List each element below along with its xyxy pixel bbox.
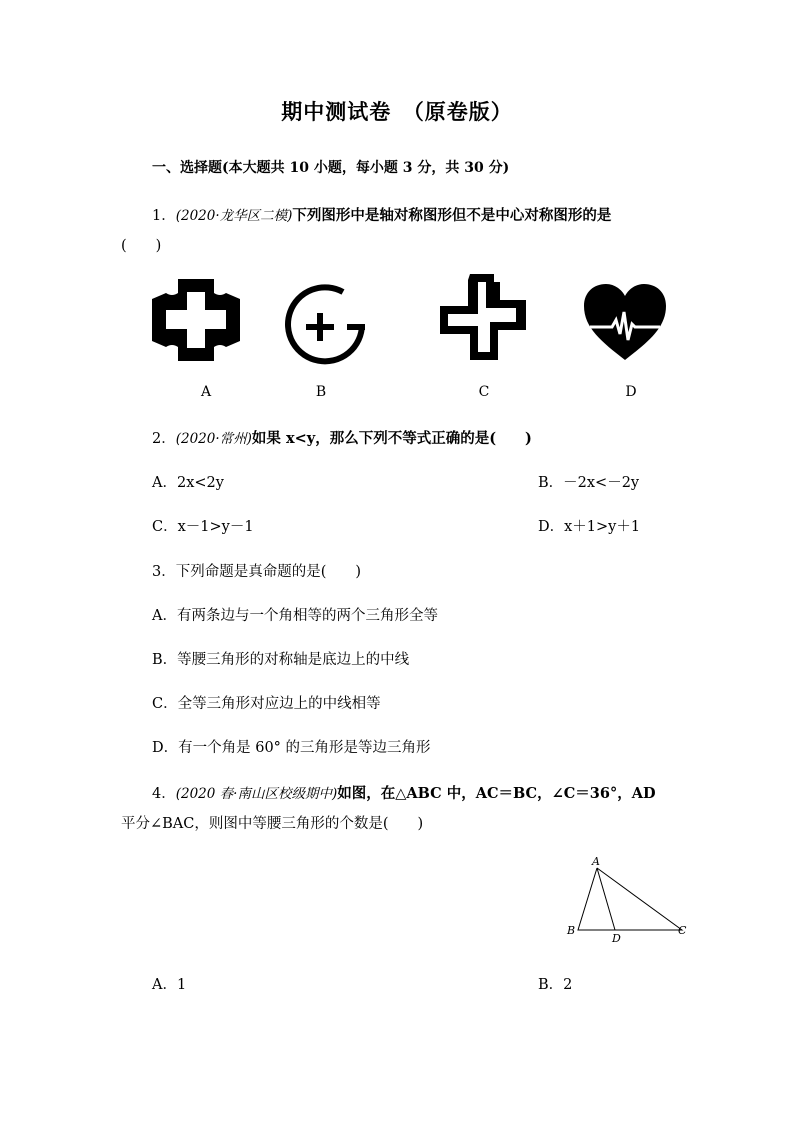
question-number: 2． (152, 431, 176, 447)
option-b: B．－2x<－2y (538, 475, 640, 491)
triangle-outline (578, 868, 682, 930)
option-b: B．等腰三角形的对称轴是底边上的中线 (152, 652, 410, 668)
bisector-ad (597, 868, 615, 930)
question-source: (2020·龙华区二模) (175, 208, 293, 224)
question-text: 下列图形中是轴对称图形但不是中心对称图形的是 (292, 207, 612, 224)
vertex-label-a: A (592, 855, 600, 868)
question-number: 4． (152, 786, 176, 802)
option-a: A．有两条边与一个角相等的两个三角形全等 (152, 608, 438, 624)
question-number: 1． (152, 208, 176, 224)
figure-label-b: B (315, 384, 327, 400)
vertex-label-c: C (678, 924, 687, 937)
option-a: A．1 (152, 977, 187, 993)
answer-paren: ( ) (121, 238, 162, 254)
triangle-figure (560, 852, 700, 948)
question-2 (152, 427, 532, 448)
stepped-cross-icon (438, 272, 528, 362)
question-3: 3．下列命题是真命题的是( ) (152, 564, 362, 580)
option-b: B．2 (538, 977, 573, 993)
figure-label-c: C (478, 384, 490, 400)
question-text: 如图，在△ABC 中，AC＝BC，∠C＝36°，AD (337, 785, 656, 802)
question-4-line-2: 平分∠BAC，则图中等腰三角形的个数是( ) (121, 816, 424, 832)
red-cross-plus-icon (150, 277, 242, 363)
heart-pulse-icon (582, 282, 668, 362)
option-c: C．全等三角形对应边上的中线相等 (152, 696, 381, 712)
question-text: 如果 x<y，那么下列不等式正确的是( ) (251, 430, 532, 447)
vertex-label-d: D (612, 932, 621, 945)
option-d: D．有一个角是 60° 的三角形是等边三角形 (152, 740, 431, 756)
option-c: C．x－1>y－1 (152, 519, 254, 535)
vertex-label-b: B (567, 924, 576, 937)
question-1 (152, 204, 611, 225)
option-a: A．2x<2y (152, 475, 224, 491)
figure-label-a: A (200, 384, 212, 400)
page-title: 期中测试卷 （原卷版） (281, 99, 513, 124)
figure-label-d: D (625, 384, 637, 400)
question-source: (2020·常州) (175, 431, 252, 447)
circle-plus-icon (285, 283, 369, 367)
option-d: D．x＋1>y＋1 (538, 519, 641, 535)
section-heading: 一、选择题(本大题共 10 小题，每小题 3 分，共 30 分) (152, 160, 510, 176)
question-4 (152, 782, 656, 803)
question-source: (2020 春·南山区校级期中) (175, 786, 338, 802)
